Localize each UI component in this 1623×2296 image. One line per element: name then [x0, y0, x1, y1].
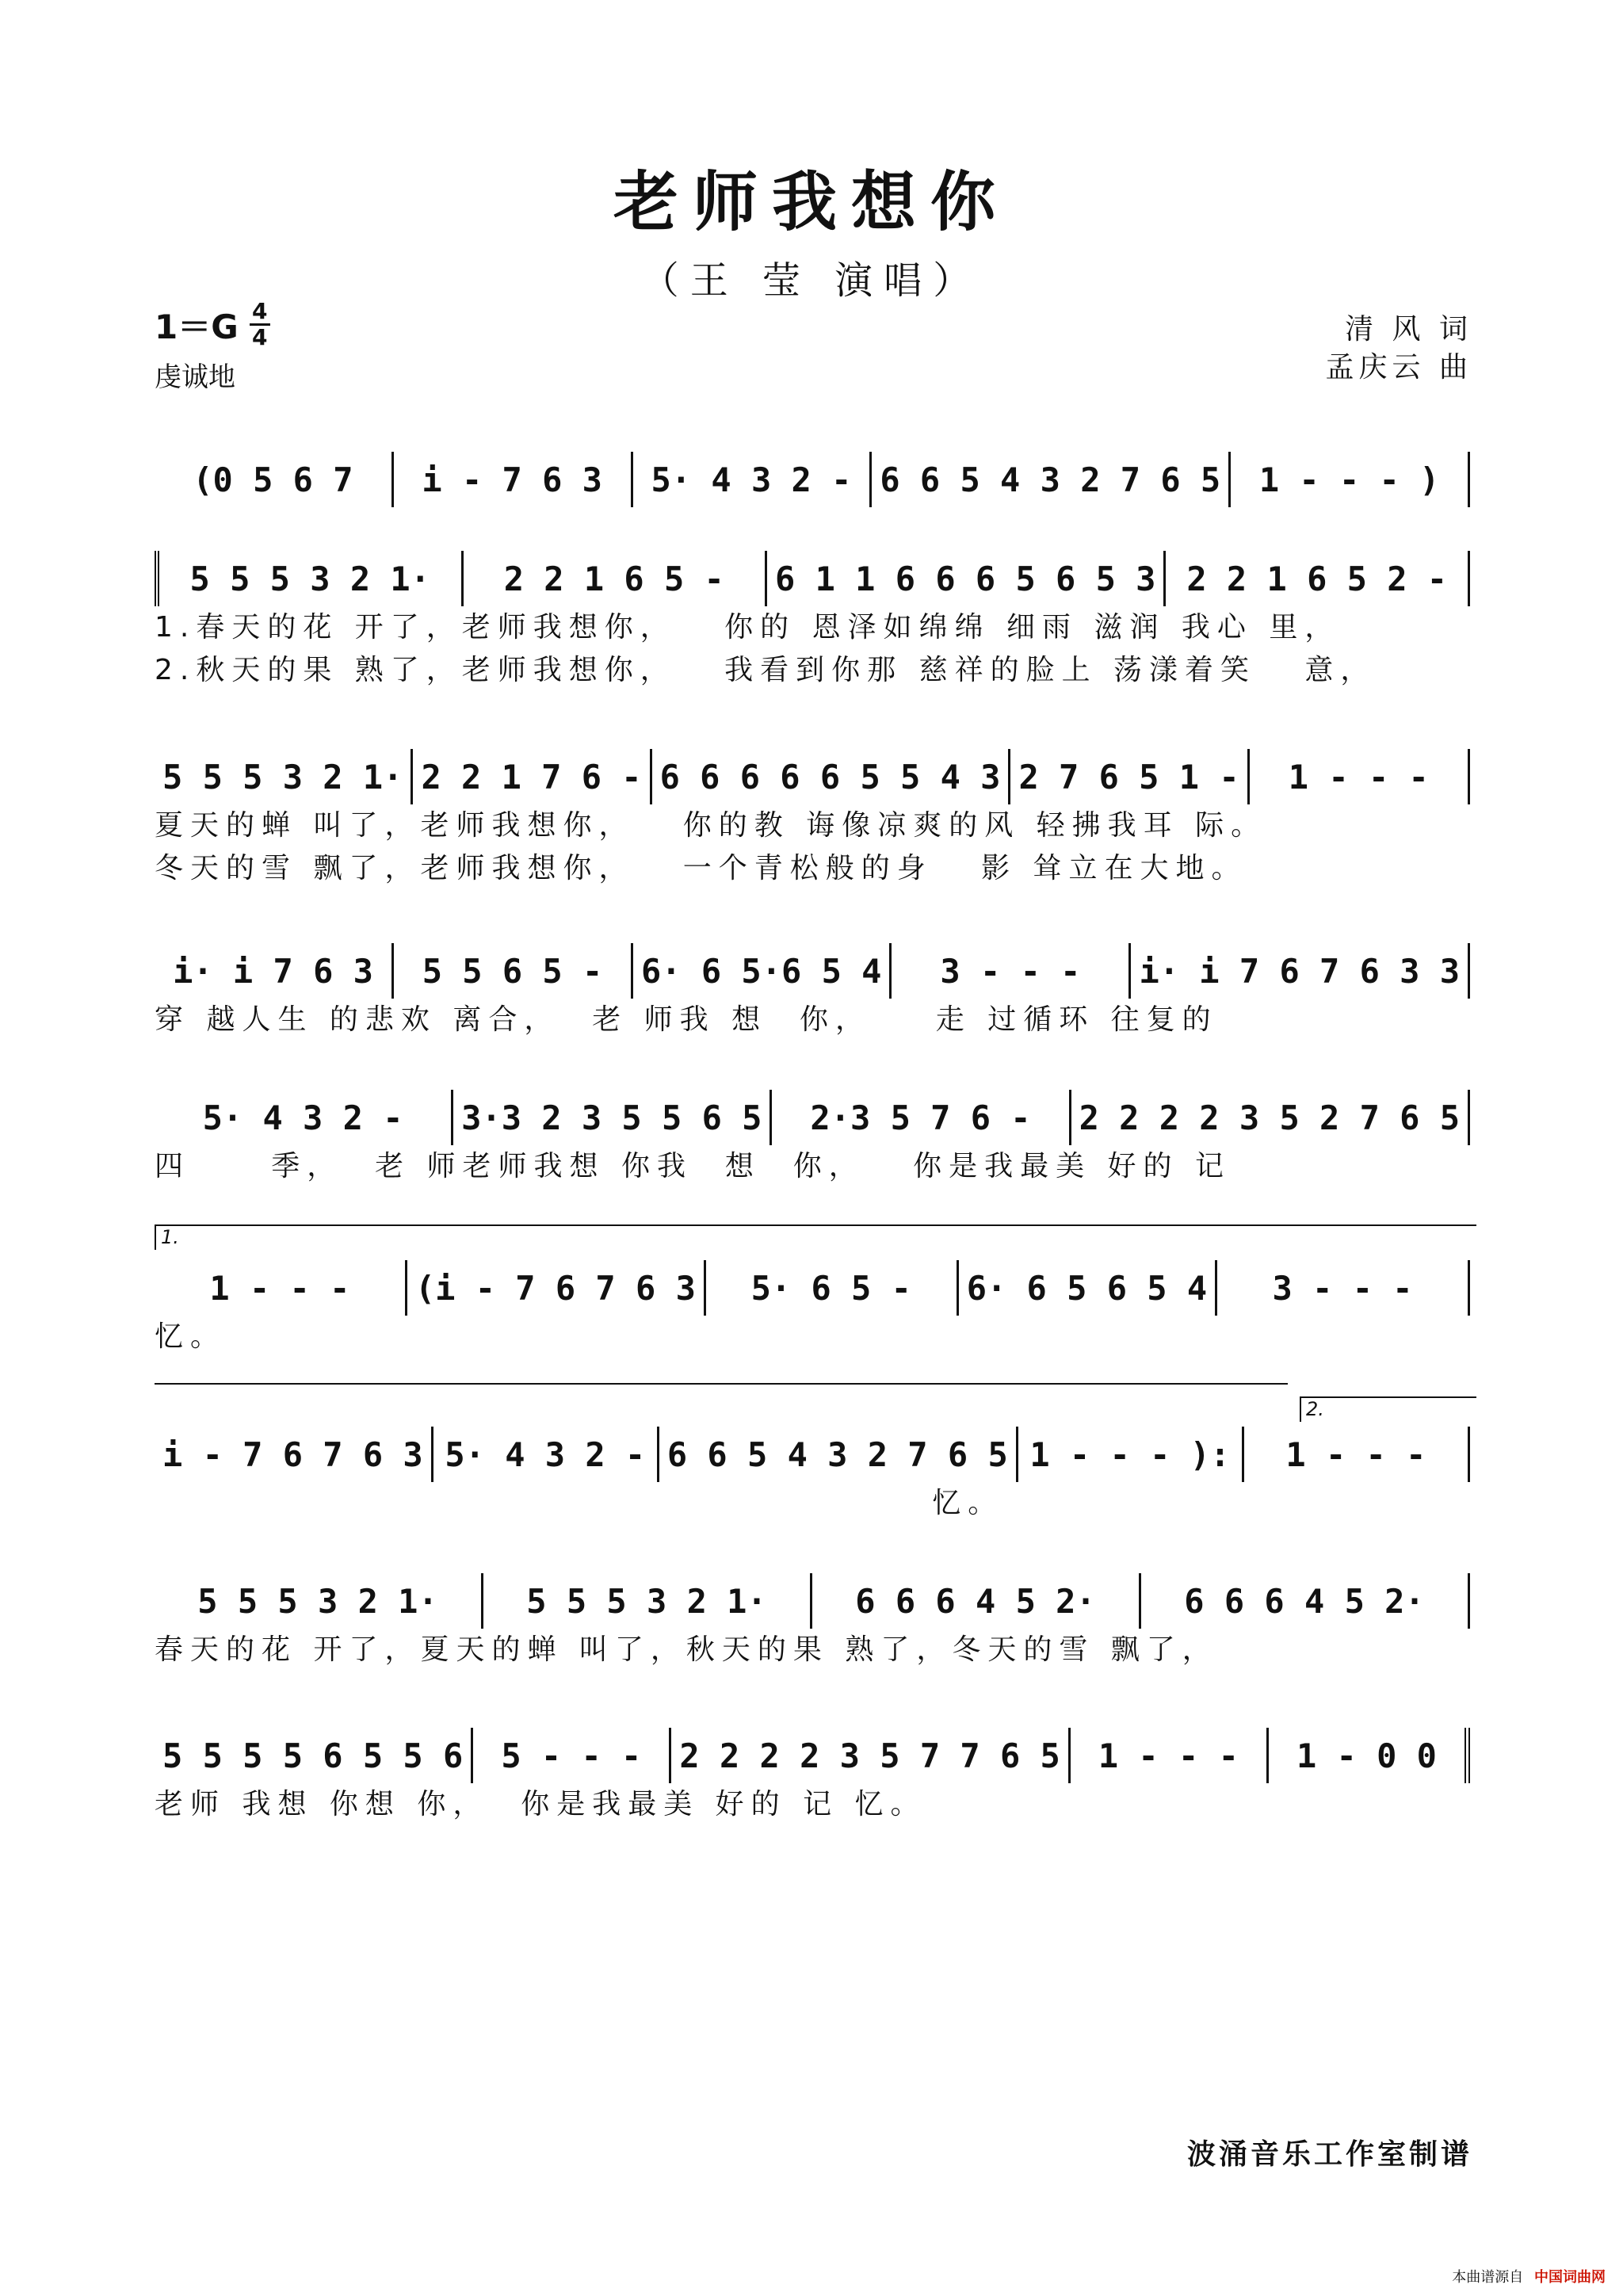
- lyric-line: 春天的花 开了，夏天的蝉 叫了，秋天的果 熟了，冬天的雪 飘了，: [155, 1633, 1218, 1666]
- measure: 6 6 6 4 5 2·: [1141, 1573, 1470, 1629]
- measure: 5· 4 3 2 -: [155, 1090, 453, 1145]
- measure: 1 - - - ): [1231, 452, 1470, 507]
- lyricist: 清 风 词: [1345, 313, 1472, 346]
- measure: 5· 6 5 -: [706, 1260, 959, 1316]
- lyric-line: 老师 我想 你想 你， 你是我最美 好的 记 忆。: [155, 1788, 926, 1820]
- score-system-4: [155, 943, 1470, 1041]
- score-system-5: [155, 1090, 1470, 1188]
- time-signature: 4 4: [250, 300, 270, 350]
- measure: 6 6 6 6 6 5 5 4 3: [652, 749, 1011, 804]
- tempo-mood: 虔诚地: [155, 361, 235, 393]
- measure: 2 7 6 5 1 -: [1010, 749, 1249, 804]
- score-system-3: [155, 749, 1470, 890]
- page-title: 老师我想你: [613, 164, 1010, 240]
- measure: 6 6 6 4 5 2·: [812, 1573, 1141, 1629]
- score-system-7: [155, 1427, 1470, 1525]
- source-label: 本曲谱源自: [1452, 2269, 1524, 2286]
- measure: (i - 7 6 7 6 3: [407, 1260, 706, 1316]
- second-ending-bracket: 2.: [1300, 1396, 1476, 1422]
- score-system-9: [155, 1728, 1470, 1826]
- lyric-line: 忆。: [155, 1487, 1004, 1519]
- measure: 2 2 1 7 6 -: [413, 749, 651, 804]
- lyric-line: 穿 越人生 的悲欢 离合， 老 师我 想 你， 走 过循环 往复的: [155, 1003, 1218, 1036]
- measure: i - 7 6 3: [394, 452, 633, 507]
- measure: 1 - - -: [1250, 749, 1470, 804]
- measure: 2 2 2 2 3 5 7 7 6 5: [671, 1728, 1070, 1783]
- singer-credit: （王 莹 演唱）: [640, 258, 983, 303]
- lyric-line: 夏天的蝉 叫了，老师我想你， 你的教 诲像凉爽的风 轻拂我耳 际。: [155, 809, 1267, 842]
- measure: i· i 7 6 3: [155, 943, 394, 999]
- ending-line: [155, 1383, 1288, 1385]
- measure: 5 - - -: [473, 1728, 671, 1783]
- measure: 1 - - -: [155, 1260, 407, 1316]
- score-system-2: [155, 551, 1470, 692]
- measure: 5 5 5 3 2 1·: [155, 749, 413, 804]
- measure: 6 6 5 4 3 2 7 6 5: [659, 1427, 1018, 1482]
- source-credit: [1452, 2266, 1606, 2286]
- composer: 孟庆云 曲: [1325, 351, 1472, 384]
- source-site-link[interactable]: 中国词曲网: [1534, 2269, 1606, 2286]
- measure: 6 1 1 6 6 6 5 6 5 3: [767, 551, 1166, 606]
- measure: 2 2 1 6 5 2 -: [1166, 551, 1470, 606]
- measure: i· i 7 6 7 6 3 3: [1131, 943, 1470, 999]
- lyric-line: 1.春天的花 开了，老师我想你， 你的 恩泽如绵绵 细雨 滋润 我心 里，: [155, 611, 1341, 644]
- key-signature: [155, 300, 270, 350]
- credits: [1326, 311, 1472, 387]
- measure: 6 6 5 4 3 2 7 6 5: [872, 452, 1231, 507]
- lyric-line: 四 季， 老 师老师我想 你我 想 你， 你是我最美 好的 记: [155, 1150, 1231, 1182]
- measure: 1 - 0 0: [1269, 1728, 1470, 1783]
- measure: 5 5 6 5 -: [394, 943, 633, 999]
- lyric-line: 忆。: [155, 1320, 227, 1353]
- measure: 6· 6 5 6 5 4: [959, 1260, 1217, 1316]
- measure: 5 5 5 3 2 1·: [155, 551, 464, 606]
- measure: 1 - - -: [1244, 1427, 1470, 1482]
- measure: 6· 6 5·6 5 4: [633, 943, 892, 999]
- score-system-1: [155, 452, 1470, 507]
- lyric-line: 2.秋天的果 熟了，老师我想你， 我看到你那 慈祥的脸上 荡漾着笑 意，: [155, 654, 1377, 686]
- measure: 1 - - -: [1071, 1728, 1269, 1783]
- score-system-8: [155, 1573, 1470, 1671]
- measure: 5· 4 3 2 -: [433, 1427, 659, 1482]
- engraver-credit: 波涌音乐工作室制谱: [1186, 2138, 1472, 2171]
- measure: (0 5 6 7: [155, 452, 394, 507]
- score-system-6: [155, 1260, 1470, 1358]
- first-ending-bracket: 1.: [155, 1224, 1476, 1250]
- measure: 5· 4 3 2 -: [633, 452, 873, 507]
- measure: 2·3 5 7 6 -: [772, 1090, 1071, 1145]
- lyric-line: 冬天的雪 飘了，老师我想你， 一个青松般的身 影 耸立在大地。: [155, 852, 1247, 884]
- measure: 5 5 5 3 2 1·: [155, 1573, 483, 1629]
- measure: 1 - - - ):: [1018, 1427, 1244, 1482]
- measure: 5 5 5 5 6 5 5 6: [155, 1728, 473, 1783]
- measure: 3 - - -: [1217, 1260, 1470, 1316]
- measure: 2 2 1 6 5 -: [464, 551, 768, 606]
- measure: 3·3 2 3 5 5 6 5: [453, 1090, 772, 1145]
- key-label: 1＝G: [155, 307, 239, 346]
- measure: 2 2 2 2 3 5 2 7 6 5: [1071, 1090, 1470, 1145]
- measure: i - 7 6 7 6 3: [155, 1427, 433, 1482]
- measure: 5 5 5 3 2 1·: [483, 1573, 812, 1629]
- measure: 3 - - -: [892, 943, 1131, 999]
